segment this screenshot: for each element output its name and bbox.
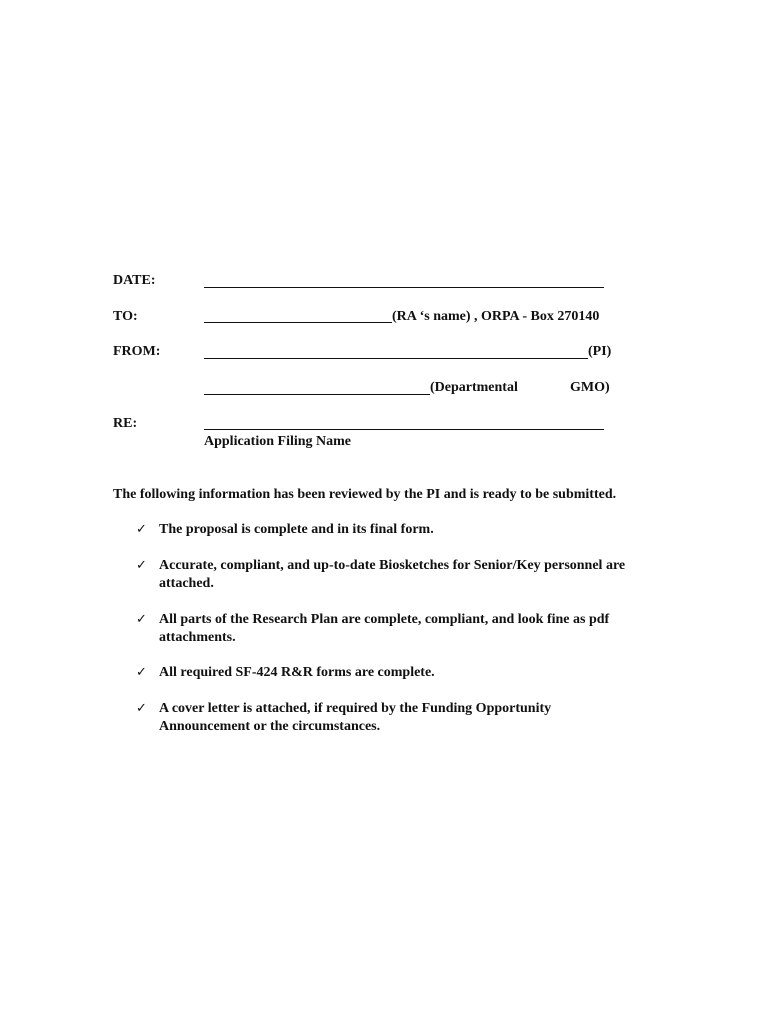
date-field-line[interactable] (204, 287, 604, 288)
from-pi-text: (PI) (588, 344, 612, 359)
checklist-item: A cover letter is attached, if required by the Funding Opportunity Announcement or the circumstances. (159, 701, 552, 734)
to-recipient-text: (RA ‘s name) , ORPA - Box 270140 (392, 309, 600, 324)
re-field-line[interactable] (204, 429, 604, 430)
checklist-item: Accurate, compliant, and up-to-date Biosketches for Senior/Key personnel are attached. (159, 558, 626, 591)
date-label: DATE: (113, 273, 156, 288)
checkmark-icon: ✓ (136, 612, 147, 627)
gmo-field-line[interactable] (204, 394, 430, 395)
to-label: TO: (113, 309, 138, 324)
checkmark-icon: ✓ (136, 522, 147, 537)
from-field-line[interactable] (204, 358, 588, 359)
checklist-item: All parts of the Research Plan are complete, compliant, and look fine as pdf attachments. (159, 612, 610, 645)
intro-text: The following information has been reviewed by the PI and is ready to be submitted. (113, 487, 617, 502)
checklist-item: The proposal is complete and in its final form. (159, 522, 434, 537)
checklist-item: All required SF-424 R&R forms are complete. (159, 665, 435, 680)
to-field-line[interactable] (204, 322, 392, 323)
re-caption: Application Filing Name (204, 434, 352, 449)
re-label: RE: (113, 416, 138, 431)
checkmark-icon: ✓ (136, 665, 147, 680)
gmo-text: GMO) (570, 380, 610, 395)
checkmark-icon: ✓ (136, 558, 147, 573)
checkmark-icon: ✓ (136, 701, 147, 716)
from-label: FROM: (113, 344, 161, 359)
gmo-departmental-text: (Departmental (430, 380, 518, 395)
